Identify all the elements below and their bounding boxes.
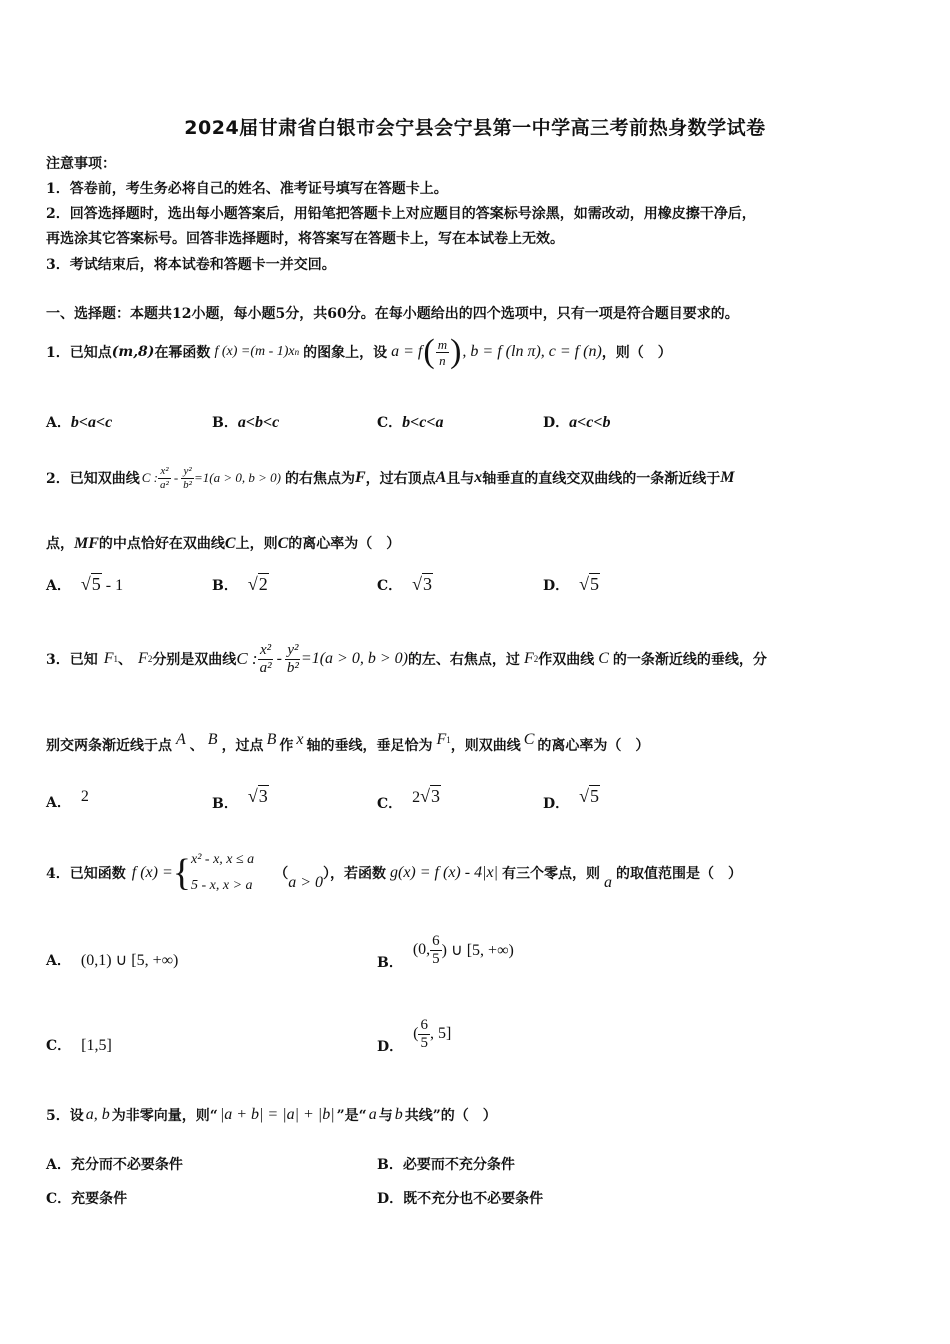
q4-var: a (603, 874, 612, 891)
sqrt: √2 (247, 574, 268, 594)
q3-text: 的左、右焦点，过 (407, 652, 520, 668)
option-label: A． (46, 953, 71, 969)
q3-text: ，过点 (221, 738, 264, 754)
radicand: 5 (590, 574, 600, 594)
q1-power-function: f (x) =(m - 1)x (214, 344, 295, 359)
q2-curve-label: C : (141, 470, 158, 485)
q3-var: F (103, 650, 114, 667)
option-fraction (418, 1017, 430, 1052)
option-value: ( (413, 1025, 419, 1042)
option-label: C． (377, 796, 403, 812)
option-value: (0,1) ∪ [5, +∞) (80, 952, 179, 969)
option[interactable] (377, 412, 444, 432)
option-value: 2 (80, 788, 89, 805)
section-heading: 一、选择题：本题共12小题，每小题5分，共60分。在每小题给出的四个选项中，只有一项是符合题目要求的。 (46, 306, 739, 322)
option[interactable] (543, 786, 600, 813)
q2-text: 的离心率为（ ） (288, 536, 401, 552)
q3-var: F (436, 731, 447, 748)
q4-function: f (x) = (131, 864, 173, 881)
q5-text: 共线”的（ ） (404, 1108, 497, 1124)
option[interactable] (46, 1035, 112, 1055)
notice-item: 2．回答选择题时，选出每小题答案后，用铅笔把答题卡上对应题目的答案标号涂黑，如需改动，用橡皮擦干净后， (46, 206, 756, 222)
option-text: 必要而不充分条件 (402, 1157, 515, 1173)
option-value: [1,5] (81, 1037, 112, 1054)
option-text: a<b<c (237, 414, 280, 431)
q3-var: B (207, 731, 218, 748)
q2-text: 且与 (446, 471, 475, 487)
q3-text: 、 (189, 738, 204, 754)
fraction-numerator: y² (287, 641, 299, 658)
q3-curve-label: C : (236, 649, 258, 668)
sqrt: √5 (579, 786, 600, 806)
option-text: 充分而不必要条件 (70, 1157, 183, 1173)
q4-case: x² - x, x ≤ a (191, 852, 255, 867)
q2-text: ，过右顶点 (365, 471, 436, 487)
option-label: D． (377, 1191, 404, 1207)
q4-cases (191, 847, 254, 899)
option-text: a<c<b (569, 414, 611, 431)
q1-b-c: , b = f (ln π), c = f (n) (462, 343, 602, 360)
option-label: D． (543, 578, 570, 594)
q4-text: 有三个零点，则 (501, 866, 600, 882)
option-value: ) ∪ [5, +∞) (441, 942, 514, 959)
option[interactable] (212, 786, 269, 813)
sqrt: √3 (412, 574, 433, 594)
q4-text: 的取值范围是（ ） (615, 866, 742, 882)
radicand: 3 (423, 574, 433, 594)
q2-fraction-y (181, 465, 194, 492)
notice-item: 再选涂其它答案标号。回答非选择题时，将答案写在答题卡上，写在本试卷上无效。 (46, 231, 564, 247)
option-text: b<a<c (70, 414, 113, 431)
q3-fraction-x (258, 642, 274, 677)
option[interactable] (377, 574, 433, 595)
radicand: 3 (431, 786, 441, 806)
question-2-line-2 (46, 533, 400, 553)
q1-text: 的图象上，设 (303, 345, 388, 361)
option-text: 充要条件 (71, 1191, 128, 1207)
option-label: C． (46, 1191, 72, 1207)
question-4 (46, 845, 742, 901)
q2-condition: =1(a > 0, b > 0) (193, 470, 281, 485)
option-label: B． (212, 415, 238, 431)
option[interactable] (212, 412, 279, 432)
option[interactable] (212, 574, 269, 595)
q2-fraction-x (158, 465, 171, 492)
fraction-denominator: b² (286, 659, 299, 676)
option-label: B． (377, 955, 403, 971)
option[interactable] (46, 1154, 183, 1174)
q3-text: 、 (118, 652, 133, 668)
radicand: 5 (91, 574, 101, 594)
q2-text: 轴垂直的直线交双曲线的一条渐近线于 (482, 471, 721, 487)
option-label: C． (46, 1038, 72, 1054)
q2-var: M (720, 469, 735, 486)
fraction-denominator: n (439, 352, 446, 368)
option[interactable] (377, 1188, 543, 1208)
option-fraction (430, 933, 442, 968)
subscript: 1 (446, 735, 451, 745)
subscript: 2 (147, 654, 153, 664)
q5-text: 与 (378, 1108, 393, 1124)
notice-item: 1．答卷前，考生务必将自己的姓名、准考证号填写在答题卡上。 (46, 181, 448, 197)
fraction-denominator: 5 (432, 950, 440, 967)
q4-function-g: g(x) = f (x) - 4|x| (389, 864, 498, 881)
fraction-denominator: b² (183, 478, 192, 491)
q3-text: 3．已知 (46, 652, 98, 668)
option-label: A． (46, 1157, 71, 1173)
fraction-denominator: 5 (420, 1034, 428, 1051)
option-value: - 1 (101, 577, 124, 594)
fraction-numerator: m (437, 336, 448, 352)
option-label: B． (377, 1157, 403, 1173)
q3-text: ，则双曲线 (450, 738, 521, 754)
q2-text: 的中点恰好在双曲线 (98, 536, 225, 552)
q5-var: a (368, 1106, 377, 1123)
option[interactable] (377, 928, 514, 972)
sqrt: √3 (247, 786, 268, 806)
notice-item: 3．考试结束后，将本试卷和答题卡一并交回。 (46, 257, 336, 273)
q2-var: MF (74, 535, 99, 552)
option-label: A． (46, 795, 71, 811)
option-value: (0, (412, 941, 431, 958)
minus-sign: - (276, 650, 282, 667)
q1-text: 1．已知点 (46, 345, 112, 361)
subscript: 2 (533, 654, 539, 664)
q4-case: 5 - x, x > a (191, 878, 253, 893)
q5-var: b (394, 1106, 403, 1123)
option[interactable] (377, 1154, 515, 1174)
q2-var: A (435, 469, 447, 486)
question-1 (46, 333, 672, 370)
q3-condition: =1(a > 0, b > 0) (300, 650, 408, 667)
option-value: , 5] (429, 1025, 452, 1042)
fraction-numerator: y² (183, 464, 192, 477)
q2-text: 2．已知双曲线 (46, 471, 140, 487)
brace-icon: { (172, 852, 191, 894)
q3-var: F (523, 650, 534, 667)
q3-text: 别交两条渐近线于点 (46, 738, 172, 754)
option[interactable] (543, 412, 610, 432)
sqrt: √5 (80, 574, 101, 594)
fraction-denominator: a² (160, 478, 169, 491)
fraction-numerator: x² (259, 641, 272, 658)
q5-text: 为非零向量，则“ (111, 1108, 218, 1124)
notice-heading: 注意事项： (46, 156, 116, 172)
q1-exponent: n (294, 347, 300, 357)
q3-var: C (523, 731, 535, 748)
q2-text: 的右焦点为 (284, 471, 355, 487)
option-label: A． (46, 578, 71, 594)
q3-text: 的一条渐近线的垂线，分 (612, 652, 767, 668)
option-label: D． (377, 1039, 404, 1055)
option-label: B． (212, 578, 238, 594)
q4-text: ），若函数 (322, 866, 386, 882)
q1-a-lhs: a = f (391, 343, 423, 360)
q3-text: 的离心率为（ ） (537, 738, 650, 754)
q4-text: 4．已知函数 (46, 866, 126, 882)
q2-var: x (474, 469, 483, 486)
sqrt: √3 (420, 786, 441, 806)
q1-text: 在幂函数 (154, 345, 211, 361)
q4-condition: a > 0 (288, 874, 323, 891)
radicand: 3 (258, 786, 268, 806)
option-value: 2 (412, 789, 421, 806)
q3-text: 作 (279, 738, 294, 754)
question-3 (46, 634, 767, 684)
radicand: 5 (590, 786, 600, 806)
q3-text: 分别是双曲线 (152, 652, 237, 668)
option-label: C． (377, 415, 403, 431)
q5-vars: a, b (85, 1106, 110, 1123)
q5-text: ”是“ (336, 1108, 367, 1124)
fraction-numerator: x² (160, 464, 169, 477)
q5-text: 5．设 (46, 1108, 84, 1124)
option[interactable] (46, 950, 178, 970)
q3-var: B (266, 731, 277, 748)
option-text: b<c<a (402, 414, 444, 431)
sqrt: √5 (579, 574, 600, 594)
q4-text: （ (274, 866, 289, 882)
q3-var: F (138, 650, 148, 667)
option[interactable] (377, 1012, 451, 1056)
option-label: C． (377, 578, 403, 594)
fraction-numerator: 6 (432, 932, 440, 949)
q2-var: C (224, 535, 236, 552)
q2-text: 点， (46, 536, 74, 552)
page-title: 2024届甘肃省白银市会宁县会宁县第一中学高三考前热身数学试卷 (184, 117, 766, 139)
q2-var: C (277, 535, 289, 552)
q3-fraction-y (285, 642, 301, 677)
q1-text: ，则（ ） (601, 345, 672, 361)
radicand: 2 (258, 574, 268, 594)
option[interactable] (543, 574, 600, 595)
option-label: B． (212, 796, 238, 812)
option-label: D． (543, 796, 570, 812)
right-paren: ) (450, 333, 462, 370)
option[interactable] (46, 574, 123, 595)
q3-var: x (296, 731, 304, 748)
question-3-line-2 (46, 732, 649, 758)
q3-text: 轴的垂线，垂足恰为 (306, 738, 433, 754)
option-label: A． (46, 415, 71, 431)
q5-expression: |a + b| = |a| + |b| (219, 1106, 335, 1123)
fraction-denominator: a² (259, 659, 272, 676)
question-2 (46, 458, 735, 498)
q3-var: C (598, 650, 609, 667)
q2-text: 上，则 (235, 536, 278, 552)
option[interactable] (377, 786, 441, 813)
q2-var: F (354, 469, 366, 486)
q1-fraction (436, 337, 449, 368)
fraction-numerator: 6 (420, 1016, 428, 1033)
minus-sign: - (173, 470, 179, 485)
option-label: D． (543, 415, 570, 431)
subscript: 1 (113, 654, 119, 664)
option-text: 既不充分也不必要条件 (403, 1191, 544, 1207)
q3-var: A (176, 731, 186, 748)
q1-point: (m,8) (111, 344, 155, 360)
option[interactable] (46, 1188, 127, 1208)
option[interactable] (46, 788, 89, 812)
option[interactable] (46, 412, 112, 432)
q3-text: 作双曲线 (538, 652, 595, 668)
question-5 (46, 1100, 497, 1130)
left-paren: ( (423, 333, 435, 370)
